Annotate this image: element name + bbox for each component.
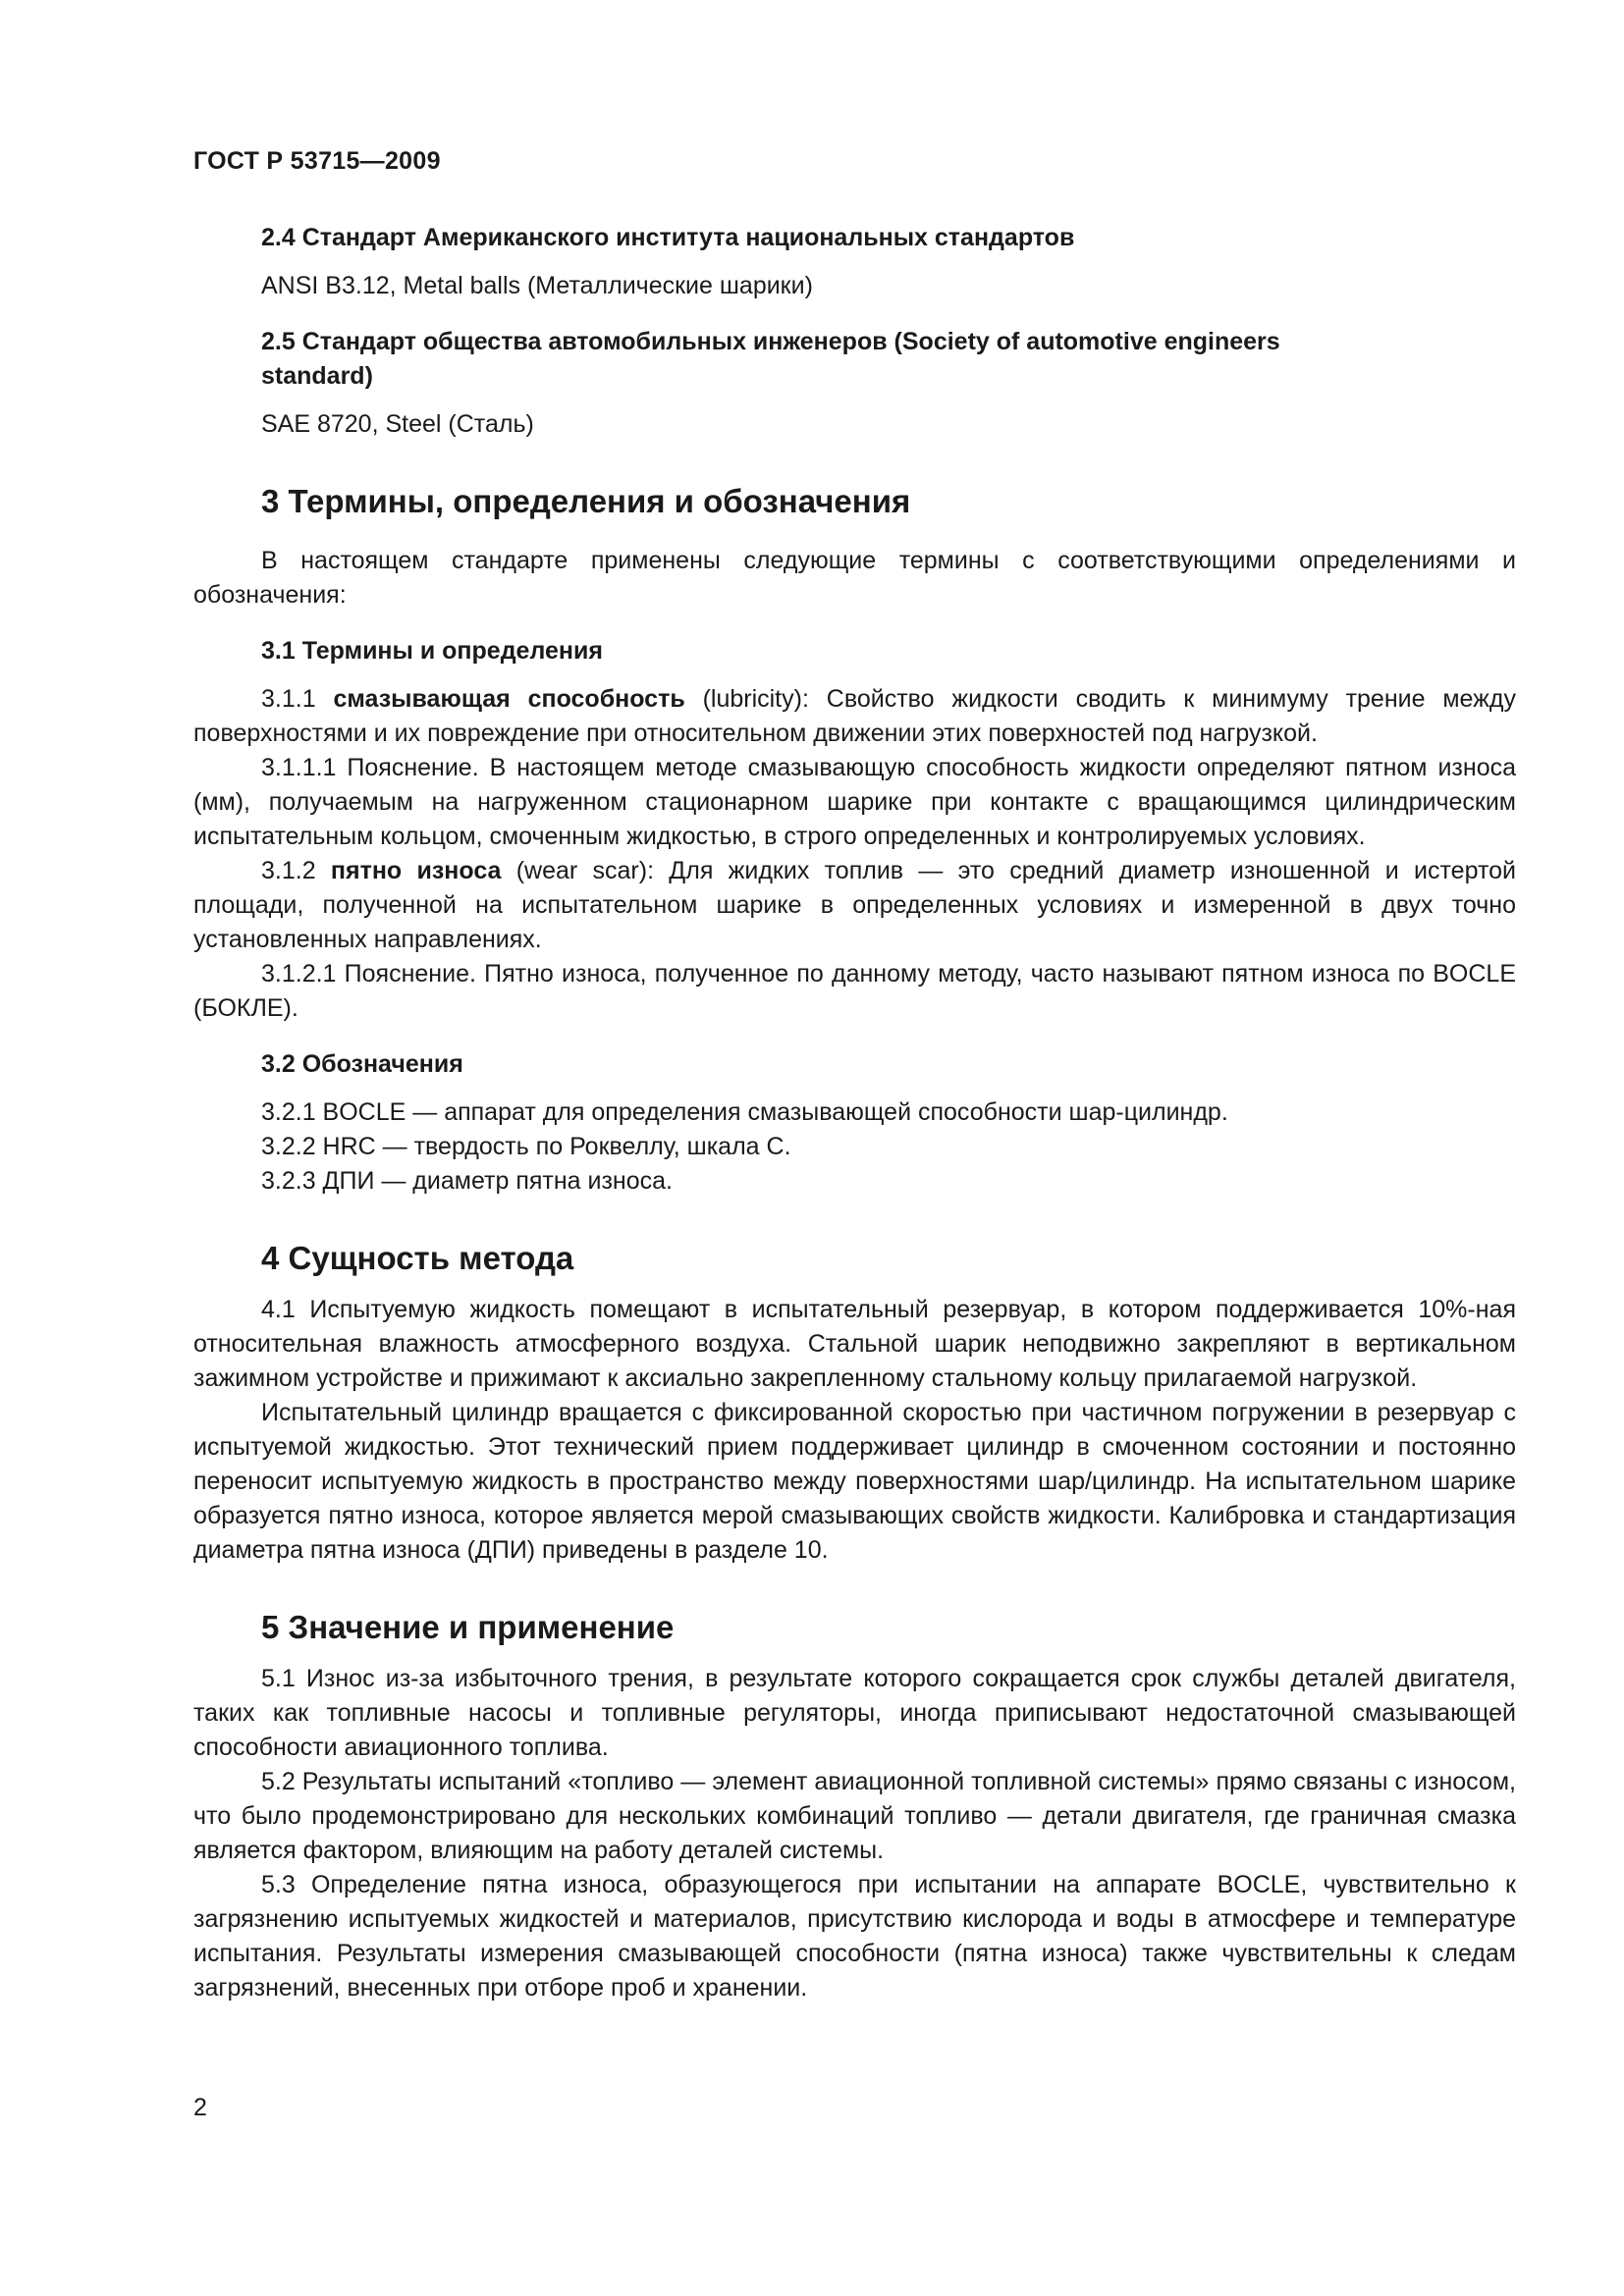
term-3-1-2	[193, 854, 1516, 957]
designation-3-2-2: 3.2.2 HRC — твердость по Роквеллу, шкала С.	[261, 1133, 791, 1160]
document-header: ГОСТ Р 53715—2009	[193, 147, 441, 175]
section-2-5-title-line1: 2.5 Стандарт общества автомобильных инженеров (Society of automotive engineers	[261, 328, 1280, 355]
term-3-1-1-definition: (lubricity): Свойство жидкости сводить к минимуму трение между поверхностями и их повреждение при относительном движении этих поверхностей под нагрузкой.	[193, 685, 1516, 747]
section-5-paragraph-3: 5.3 Определение пятна износа, образующегося при испытании на аппарате BOCLE, чувствительно к загрязнению испытуемых жидкостей и материалов, присутствию кислорода и воды в атмосфере и температуре испытания. Результаты измерения смазывающей способности (пятна износа) также чувствительны к следам загрязнений, внесенных при отборе проб и хранении.	[193, 1871, 1516, 2002]
subsection-3-1-title: 3.1 Термины и определения	[261, 637, 603, 665]
section-2-5-title-line2: standard)	[261, 362, 373, 390]
subsection-3-2-title: 3.2 Обозначения	[261, 1050, 463, 1078]
term-3-1-1-1: 3.1.1.1 Пояснение. В настоящем методе смазывающую способность жидкости определяют пятном износа (мм), получаемым на нагруженном стационарном шарике при контакте с вращающимся цилиндрическим испытательным кольцом, смоченным жидкостью, в строго определенных и контролируемых условиях.	[193, 754, 1516, 850]
section-5-heading: 5 Значение и применение	[261, 1609, 675, 1645]
designation-3-2-3: 3.2.3 ДПИ — диаметр пятна износа.	[261, 1167, 673, 1195]
term-3-1-2-number: 3.1.2	[261, 857, 331, 884]
term-3-1-1-number: 3.1.1	[261, 685, 334, 713]
section-2-5-text: SAE 8720, Steel (Сталь)	[261, 410, 534, 438]
term-3-1-2-term: пятно износа	[330, 857, 502, 884]
term-3-1-1	[193, 682, 1516, 751]
section-4-heading: 4 Сущность метода	[261, 1240, 574, 1276]
section-4-paragraph-1: 4.1 Испытуемую жидкость помещают в испытательный резервуар, в котором поддерживается 10%-ная относительная влажность атмосферного воздуха. Стальной шарик неподвижно закрепляют в вертикальном зажимном устройстве и прижимают к аксиально закрепленному стальному кольцу прилагаемой нагрузкой.	[193, 1296, 1516, 1392]
section-5-paragraph-2: 5.2 Результаты испытаний «топливо — элемент авиационной топливной системы» прямо связаны с износом, что было продемонстрировано для нескольких комбинаций топливо — детали двигателя, где граничная смазка является фактором, влияющим на работу деталей системы.	[193, 1768, 1516, 1864]
section-4-paragraph-2: Испытательный цилиндр вращается с фиксированной скоростью при частичном погружении в резервуар с испытуемой жидкостью. Этот технический прием поддерживает цилиндр в смоченном состоянии и постоянно переносит испытуемую жидкость в пространство между поверхностями шар/цилиндр. На испытательном шарике образуется пятно износа, которое является мерой смазывающих свойств жидкости. Калибровка и стандартизация диаметра пятна износа (ДПИ) приведены в разделе 10.	[193, 1399, 1516, 1564]
section-3-intro: В настоящем стандарте применены следующие термины с соответствующими определениями и обозначения:	[193, 547, 1516, 609]
section-2-4-text: ANSI B3.12, Metal balls (Металлические шарики)	[261, 272, 813, 299]
section-2-4-title: 2.4 Стандарт Американского института национальных стандартов	[261, 224, 1075, 251]
page-number: 2	[193, 2094, 207, 2121]
document-body	[193, 221, 1516, 2005]
term-3-1-1-term: смазывающая способность	[333, 685, 685, 713]
term-3-1-2-1: 3.1.2.1 Пояснение. Пятно износа, полученное по данному методу, часто называют пятном износа по BOCLE (БОКЛЕ).	[193, 960, 1516, 1022]
section-5-paragraph-1: 5.1 Износ из-за избыточного трения, в результате которого сокращается срок службы деталей двигателя, таких как топливные насосы и топливные регуляторы, иногда приписывают недостаточной смазывающей способности авиационного топлива.	[193, 1665, 1516, 1761]
term-3-1-2-definition: (wear scar): Для жидких топлив — это средний диаметр изношенной и истертой площади, полученной на испытательном шарике в определенных условиях и измеренной в двух точно установленных направлениях.	[193, 857, 1516, 953]
designation-3-2-1: 3.2.1 BOCLE — аппарат для определения смазывающей способности шар-цилиндр.	[261, 1098, 1228, 1126]
section-3-heading: 3 Термины, определения и обозначения	[261, 483, 911, 519]
